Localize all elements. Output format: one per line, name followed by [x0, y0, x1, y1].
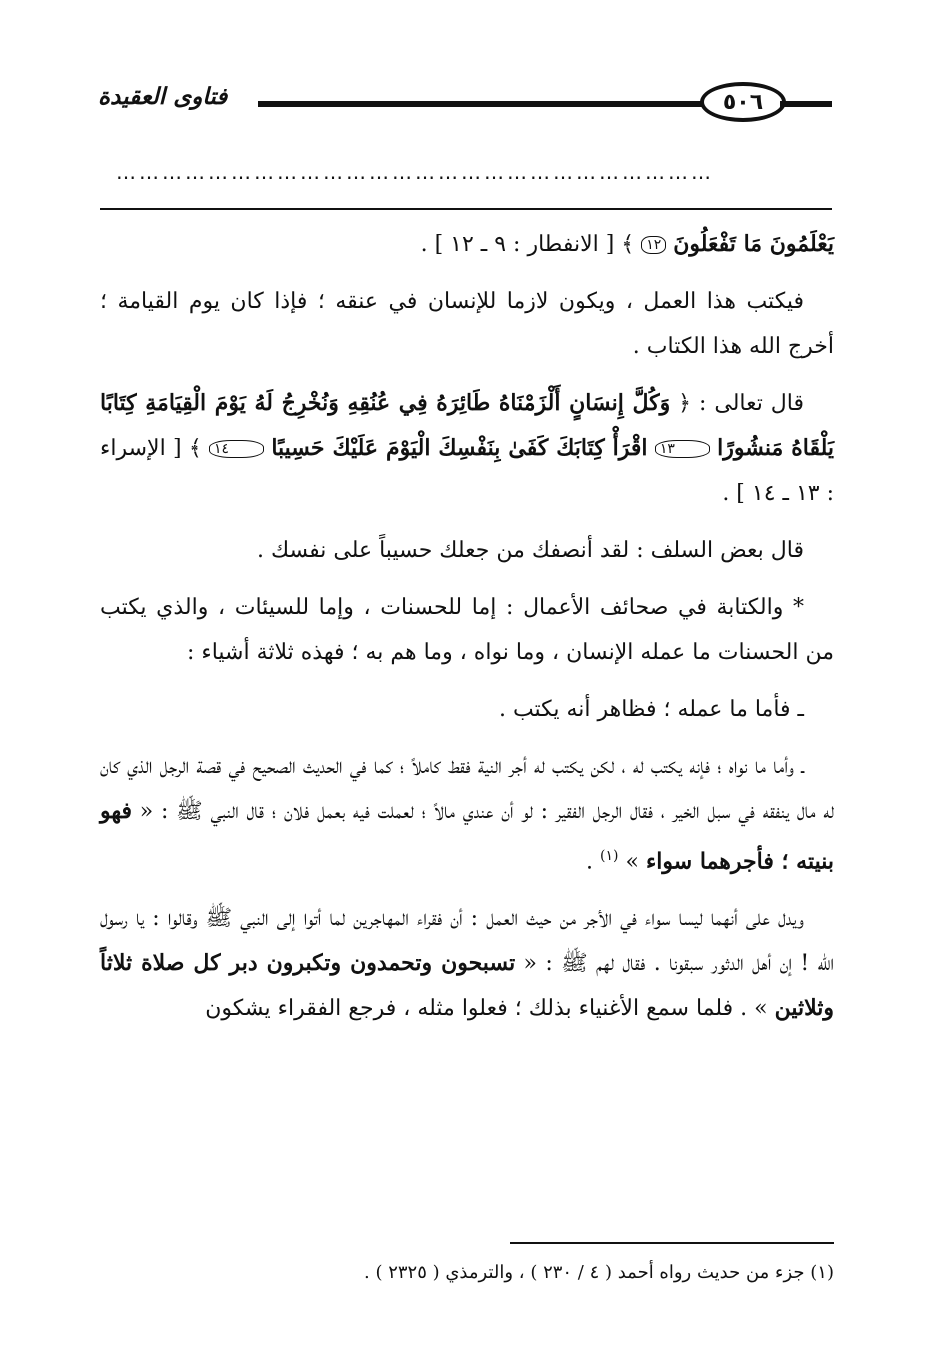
hadith-text-continued: » . فلما سمع الأغنياء بذلك ؛ فعلوا مثله ، فرجع الفقراء يشكون	[205, 996, 768, 1022]
running-title: فتاوى العقيدة	[98, 84, 228, 110]
main-text	[100, 222, 834, 1043]
paragraph-hadith	[100, 896, 834, 1031]
paragraph-verse	[100, 381, 834, 516]
verse-number: ١٣	[655, 440, 710, 458]
paragraph-verse-end	[100, 222, 834, 267]
hadith-text: ويدل على أنهما ليسا سواء في الأجر من حيث العمل : أن فقراء المهاجرين لما أتوا إلى النبي ﷺ وقالوا : يا رسول الله ! إن أهل الدثور سبقونا . فقال لهم ﷺ : «	[100, 906, 834, 977]
quran-text: اقْرَأْ كِتَابَكَ كَفَىٰ بِنَفْسِكَ الْيَوْمَ عَلَيْكَ حَسِيبًا	[271, 435, 648, 461]
verse-intro: قال تعالى : ﴿	[678, 391, 804, 416]
footnote-marker: (١)	[600, 848, 619, 864]
hadith-text: ـ وأما ما نواه ؛ فإنه يكتب له ، لكن يكتب له أجر النية فقط كاملاً ؛ كما في الحديث الصحيح في قصة الرجل الذي كان له مال ينفقه في سبل الخير ، فقال الرجل الفقير : لو أن عندي مالاً ؛ لعملت فيه بعمل فلان ؛ قال النبي ﷺ : «	[100, 754, 835, 824]
header-rule-left	[258, 101, 710, 107]
hadith-quote: تسبحون وتحمدون وتكبرون دبر كل صلاة ثلاثاً وثلاثين	[100, 950, 834, 1022]
paragraph: * والكتابة في صحائف الأعمال : إما للحسنات ، وإما للسيئات ، والذي يكتب من الحسنات ما عمله الإنسان ، وما نواه ، وما هم به ؛ فهذه ثلاثة أشياء :	[100, 595, 834, 665]
page-number: ٥٠٦	[700, 82, 786, 122]
verse-number: ١٤	[209, 440, 264, 458]
paragraph: ـ فأما ما عمله ؛ فظاهر أنه يكتب .	[498, 697, 804, 722]
paragraph: فيكتب هذا العمل ، ويكون لازما للإنسان في عنقه ؛ فإذا كان يوم القيامة ؛ أخرج الله هذا الكتاب .	[100, 289, 834, 359]
paragraph: قال بعض السلف : لقد أنصفك من جعلك حسيباً على نفسك .	[256, 538, 804, 563]
quote-close: »	[625, 849, 639, 875]
top-rule	[100, 208, 832, 210]
quran-text: يَعْلَمُونَ مَا تَفْعَلُونَ	[673, 231, 834, 257]
dotted-separator: ……………………………………………………………………	[116, 162, 714, 182]
quran-text: وَكُلَّ إِنسَانٍ أَلْزَمْنَاهُ طَائِرَهُ فِي عُنُقِهِ وَنُخْرِجُ لَهُ يَوْمَ الْقِيَامَةِ كِتَابًا يَلْقَاهُ مَنشُورًا	[100, 390, 835, 461]
verse-reference: ﴾ [ الانفطار : ٩ ـ ١٢ ] .	[420, 232, 635, 257]
verse-reference: ﴾ [ الإسراء : ١٣ ـ ١٤ ] .	[100, 436, 834, 506]
period: .	[586, 849, 594, 875]
footnote-rule	[510, 1242, 834, 1244]
paragraph-hadith	[100, 744, 834, 884]
verse-number: ١٢	[641, 236, 666, 254]
footnote: (١) جزء من حديث رواه أحمد ( ٤ / ٢٣٠ ) ، والترمذي ( ٢٣٢٥ ) .	[364, 1262, 834, 1283]
hadith-quote: فهو بنيته ؛ فأجرهما سواء	[100, 798, 834, 875]
header-rule-right	[780, 101, 832, 107]
